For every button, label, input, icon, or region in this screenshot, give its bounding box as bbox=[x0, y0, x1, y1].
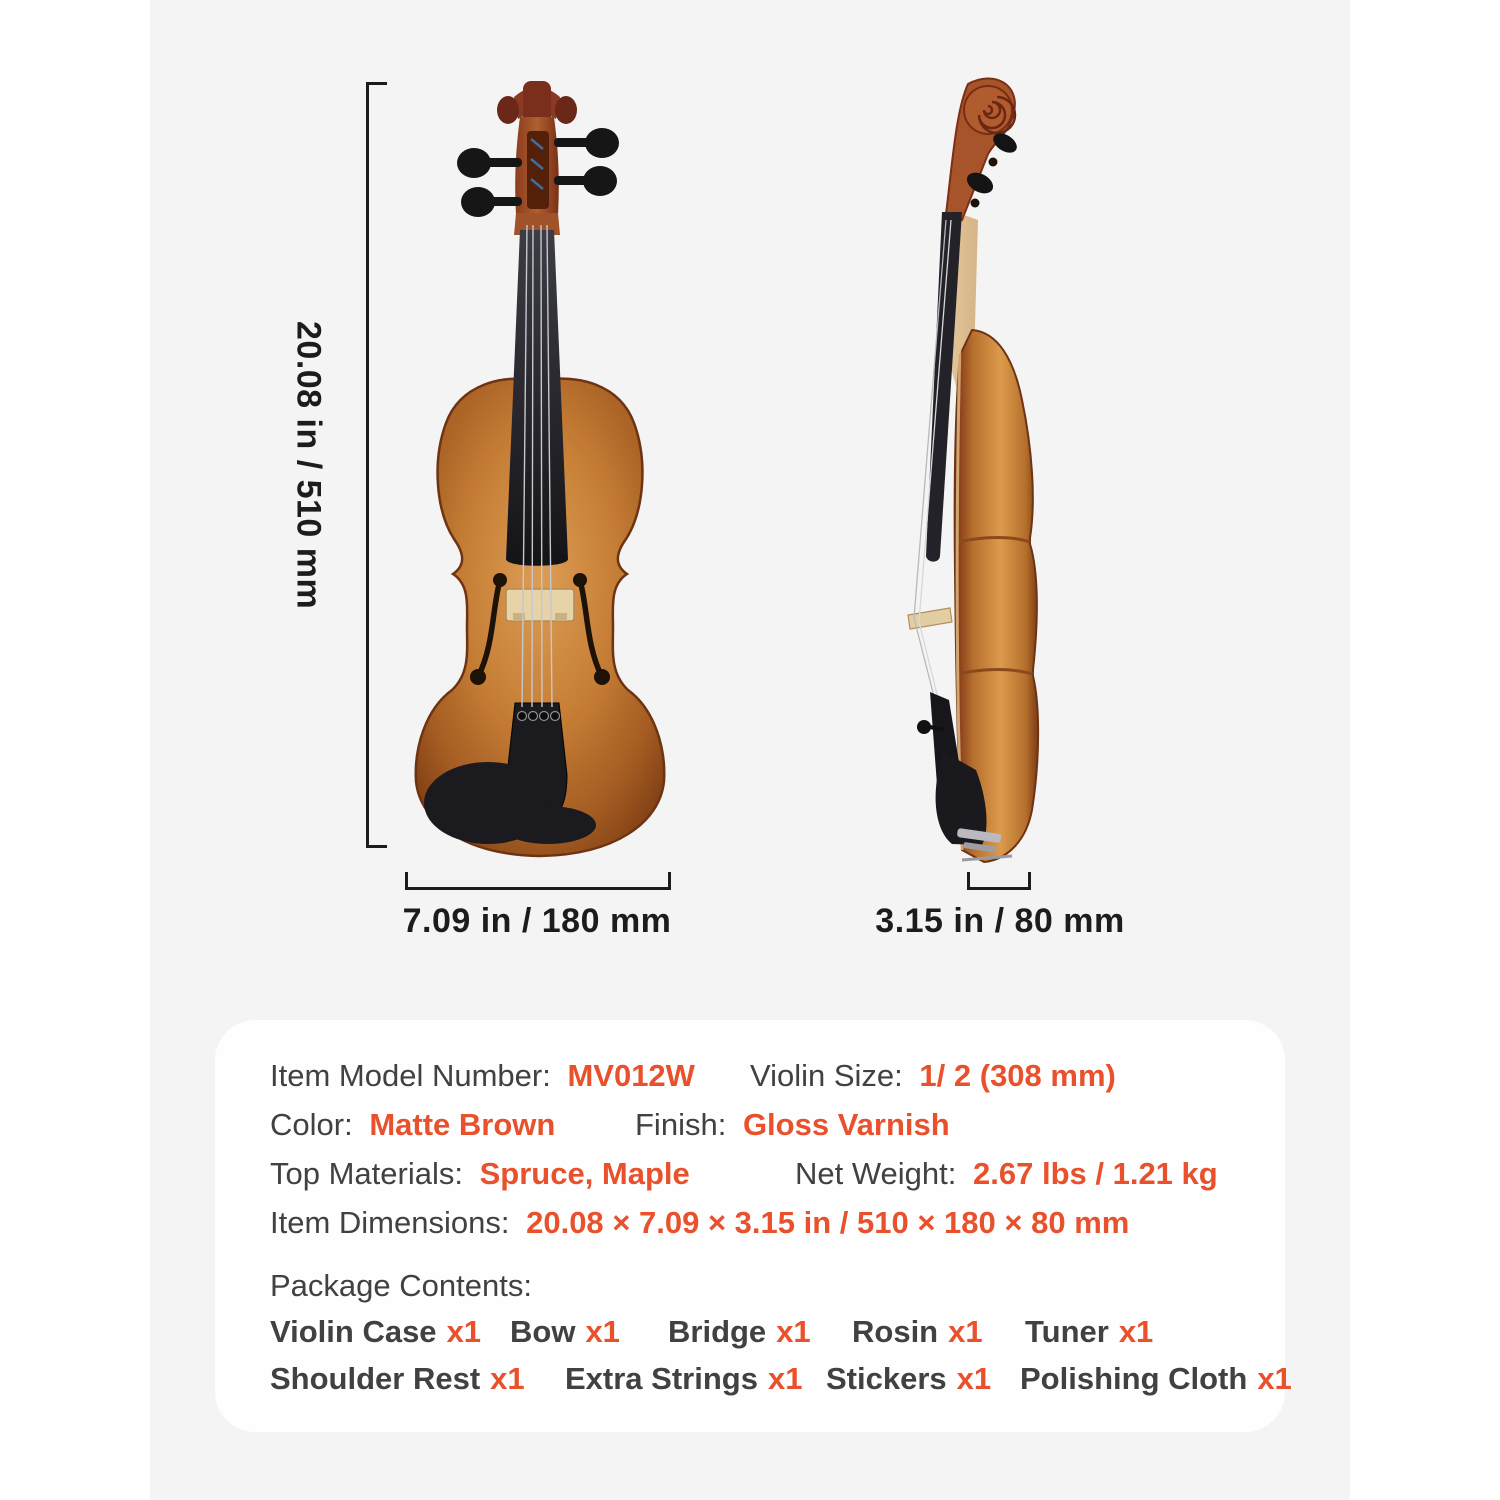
package-item-qty: x1 bbox=[776, 1314, 811, 1349]
height-dimension-label: 20.08 in / 510 mm bbox=[289, 320, 328, 610]
package-item-name: Extra Strings bbox=[565, 1361, 758, 1396]
package-item-qty: x1 bbox=[1257, 1361, 1292, 1396]
spec-pair bbox=[270, 1058, 695, 1093]
side-width-bracket bbox=[967, 872, 1031, 890]
package-item-name: Bridge bbox=[668, 1314, 767, 1349]
spec-row bbox=[270, 1205, 1255, 1247]
side-width-label: 3.15 in / 80 mm bbox=[875, 902, 1125, 940]
package-item-qty: x1 bbox=[956, 1361, 992, 1396]
spec-value: 2.67 lbs / 1.21 kg bbox=[973, 1156, 1218, 1191]
package-item-name: Rosin bbox=[852, 1314, 939, 1349]
package-item bbox=[510, 1314, 620, 1350]
spec-value: Gloss Varnish bbox=[742, 1107, 950, 1142]
spec-row bbox=[270, 1107, 1255, 1149]
package-title: Package Contents: bbox=[270, 1268, 532, 1303]
spec-label: Top Materials: bbox=[270, 1156, 463, 1191]
package-item bbox=[270, 1361, 525, 1397]
package-item-qty: x1 bbox=[446, 1314, 482, 1349]
spec-value: Spruce, Maple bbox=[479, 1156, 690, 1191]
package-item-name: Polishing Cloth bbox=[1020, 1361, 1248, 1396]
package-item bbox=[826, 1361, 991, 1397]
spec-card bbox=[215, 1020, 1292, 1432]
spec-row bbox=[270, 1156, 1255, 1198]
package-item-name: Shoulder Rest bbox=[270, 1361, 481, 1396]
spec-pair bbox=[635, 1107, 950, 1143]
spec-label: Item Model Number: bbox=[270, 1058, 551, 1093]
violin-side-scroll bbox=[946, 79, 1020, 220]
package-item bbox=[565, 1361, 802, 1397]
package-item bbox=[1025, 1314, 1153, 1350]
violin-bridge bbox=[506, 589, 574, 621]
spec-value: MV012W bbox=[567, 1058, 695, 1093]
spec-label: Finish: bbox=[635, 1107, 727, 1142]
spec-value: Matte Brown bbox=[369, 1107, 556, 1142]
spec-value: 20.08 × 7.09 × 3.15 in / 510 × 180 × 80 mm bbox=[526, 1205, 1130, 1240]
package-item-qty: x1 bbox=[1118, 1314, 1154, 1349]
package-item-qty: x1 bbox=[490, 1361, 525, 1396]
package-item-qty: x1 bbox=[767, 1361, 803, 1396]
spec-pair bbox=[795, 1156, 1218, 1192]
spec-pair bbox=[270, 1156, 690, 1191]
spec-value: 1/ 2 (308 mm) bbox=[919, 1058, 1116, 1093]
height-bracket bbox=[366, 82, 388, 848]
violin-front-illustration bbox=[410, 75, 674, 860]
spec-row bbox=[270, 1058, 1255, 1100]
package-item bbox=[668, 1314, 811, 1350]
spec-pair bbox=[270, 1107, 555, 1142]
front-width-bracket bbox=[405, 872, 671, 890]
package-item-name: Tuner bbox=[1025, 1314, 1109, 1349]
package-item-name: Bow bbox=[510, 1314, 576, 1349]
spec-pair bbox=[750, 1058, 1116, 1094]
spec-label: Violin Size: bbox=[750, 1058, 903, 1093]
package-row bbox=[270, 1314, 1255, 1356]
spec-pair bbox=[270, 1205, 1129, 1240]
violin-scroll bbox=[497, 81, 577, 215]
package-item-name: Stickers bbox=[826, 1361, 947, 1396]
front-width-label: 7.09 in / 180 mm bbox=[402, 902, 672, 940]
spec-label: Item Dimensions: bbox=[270, 1205, 510, 1240]
package-item bbox=[852, 1314, 983, 1350]
spec-label: Net Weight: bbox=[795, 1156, 957, 1191]
package-item bbox=[270, 1314, 481, 1350]
package-item-qty: x1 bbox=[585, 1314, 620, 1349]
violin-fingerboard bbox=[506, 230, 568, 566]
spec-label: Color: bbox=[270, 1107, 353, 1142]
package-item bbox=[1020, 1361, 1292, 1397]
violin-side-illustration bbox=[900, 70, 1040, 870]
package-item-qty: x1 bbox=[948, 1314, 983, 1349]
package-item-name: Violin Case bbox=[270, 1314, 437, 1349]
package-row bbox=[270, 1361, 1292, 1403]
